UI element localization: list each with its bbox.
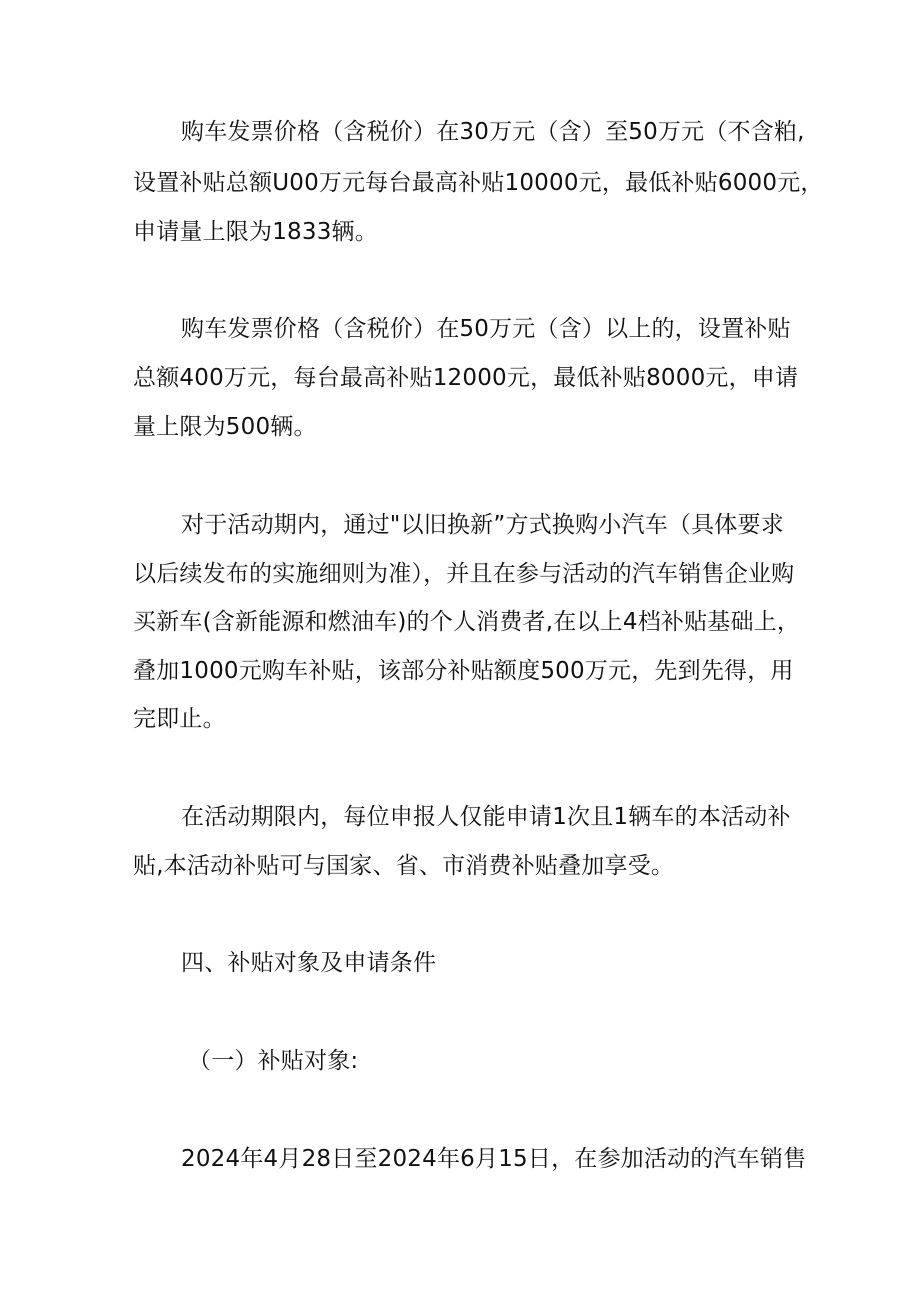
paragraph-1-line-1: 购车发票价格（含税价）在30万元（含）至50万元（不含粕, (181, 119, 805, 145)
paragraph-3-line-5: 完即止。 (133, 706, 226, 732)
section-heading: 四、补贴对象及申请条件 (181, 950, 437, 976)
paragraph-3-line-3: 买新车(含新能源和燃油车)的个人消费者,在以上4档补贴基础上， (133, 609, 801, 635)
paragraph-3-line-4: 叠加1000元购车补贴，该部分补贴额度500万元，先到先得，用 (133, 658, 794, 684)
paragraph-1-line-3: 申请量上限为1833辆。 (133, 219, 378, 245)
paragraph-1-line-2: 设置补贴总额U00万元每台最高补贴10000元，最低补贴6000元， (133, 170, 824, 196)
paragraph-3-line-2: 以后续发布的实施细则为准），并且在参与活动的汽车销售企业购 (133, 561, 795, 587)
paragraph-2-line-1: 购车发票价格（含税价）在50万元（含）以上的，设置补贴 (181, 316, 791, 342)
paragraph-2-line-2: 总额400万元，每台最高补贴12000元，最低补贴8000元，申请 (133, 365, 799, 391)
subsection-heading: （一）补贴对象: (188, 1048, 359, 1074)
paragraph-4-line-2: 贴,本活动补贴可与国家、省、市消费补贴叠加享受。 (133, 853, 675, 879)
paragraph-3-line-1: 对于活动期内，通过"以旧换新”方式换购小汽车（具体要求 (181, 512, 784, 538)
paragraph-5-line-1: 2024年4月28日至2024年6月15日，在参加活动的汽车销售 (181, 1146, 807, 1172)
paragraph-2-line-3: 量上限为500辆。 (133, 414, 317, 440)
paragraph-4-line-1: 在活动期限内，每位申报人仅能申请1次且1辆车的本活动补 (181, 804, 791, 830)
